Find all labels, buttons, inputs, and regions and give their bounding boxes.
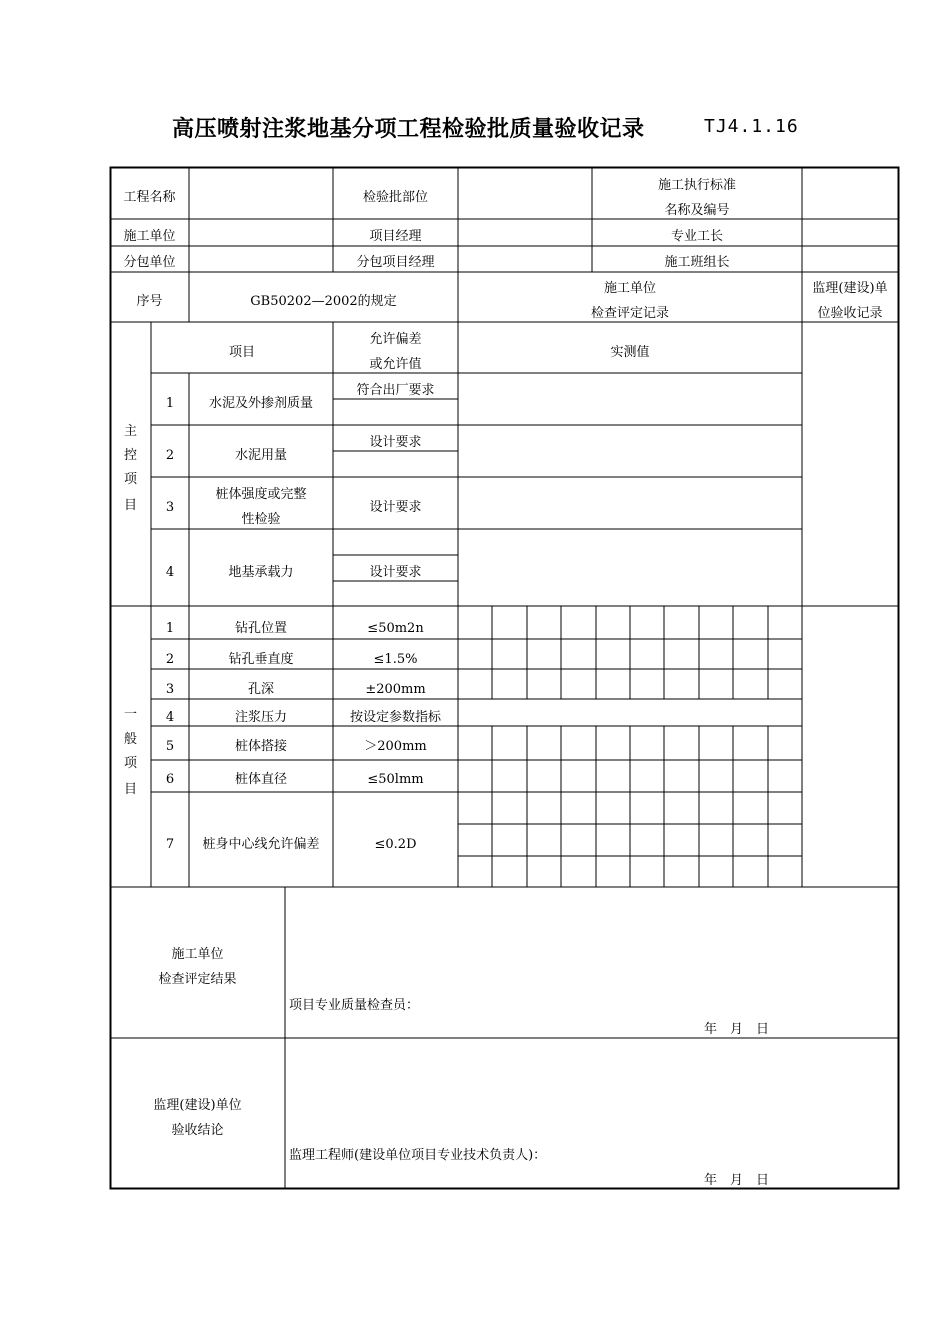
main-control-label-3: 项	[123, 472, 137, 487]
general-row-4-no: 4	[165, 710, 175, 725]
general-label-3: 项	[123, 756, 137, 771]
main-row-4-value: 设计要求	[369, 565, 422, 580]
main-row-2-no: 2	[165, 448, 175, 463]
general-row-2-value: ≤1.5%	[373, 652, 418, 667]
general-row-1-no: 1	[165, 621, 175, 636]
check-label-2: 检查评定记录	[590, 306, 669, 321]
standard-label-2: 名称及编号	[664, 203, 730, 218]
main-row-1-item: 水泥及外掺剂质量	[208, 396, 313, 411]
general-label-4: 目	[123, 782, 137, 797]
standard-label-1: 施工执行标准	[657, 178, 736, 193]
main-row-2-item: 水泥用量	[234, 448, 287, 463]
general-row-7-no: 7	[165, 837, 175, 852]
main-row-1-value: 符合出厂要求	[356, 383, 435, 398]
main-row-3-item-1: 桩体强度或完整	[215, 487, 307, 502]
general-row-4-item: 注浆压力	[234, 710, 287, 725]
general-label-1: 一	[123, 707, 137, 722]
general-row-6-item: 桩体直径	[234, 772, 287, 787]
general-label-2: 般	[123, 732, 137, 747]
tolerance-label-2: 或允许值	[369, 357, 422, 372]
engineer-label: 监理工程师(建设单位项目专业技术负责人)：	[289, 1148, 547, 1163]
project-name-label: 工程名称	[123, 190, 176, 205]
form-title: 高压喷射注浆地基分项工程检验批质量验收记录	[172, 117, 645, 142]
main-row-4-no: 4	[165, 565, 175, 580]
spec-label: GB50202—2002的规定	[250, 294, 397, 309]
main-row-4-item: 地基承载力	[228, 565, 294, 580]
general-row-3-no: 3	[165, 682, 175, 697]
general-row-2-no: 2	[165, 652, 175, 667]
general-row-6-no: 6	[165, 772, 175, 787]
supervision-label-2: 位验收记录	[817, 306, 883, 321]
contractor-result-label-2: 检查评定结果	[158, 972, 237, 987]
inspector-label: 项目专业质量检查员：	[289, 998, 420, 1013]
general-row-6-value: ≤50lmm	[367, 772, 424, 787]
supervision-result-label-2: 验收结论	[171, 1123, 224, 1138]
main-control-label-4: 目	[123, 498, 137, 513]
contractor-label: 施工单位	[123, 229, 176, 244]
main-row-3-no: 3	[165, 500, 175, 515]
sub-manager-label: 分包项目经理	[356, 255, 435, 270]
general-row-5-item: 桩体搭接	[234, 739, 287, 754]
main-control-label-1: 主	[123, 424, 137, 439]
batch-location-label: 检验批部位	[362, 190, 428, 205]
general-row-1-value: ≤50m2n	[367, 621, 424, 636]
general-row-7-value: ≤0.2D	[374, 837, 417, 852]
general-row-5-value: ＞200mm	[364, 739, 427, 754]
tolerance-label-1: 允许偏差	[369, 332, 422, 347]
project-manager-label: 项目经理	[369, 229, 422, 244]
general-row-3-value: ±200mm	[365, 682, 426, 697]
general-row-4-value: 按设定参数指标	[349, 710, 441, 725]
main-row-1-no: 1	[165, 396, 175, 411]
general-row-2-item: 钻孔垂直度	[228, 652, 294, 667]
general-row-3-item: 孔深	[247, 682, 274, 697]
check-label-1: 施工单位	[603, 281, 656, 296]
contractor-result-label-1: 施工单位	[171, 947, 224, 962]
main-row-2-value: 设计要求	[369, 435, 422, 450]
supervision-result-label-1: 监理(建设)单位	[153, 1098, 242, 1113]
measured-label: 实测值	[610, 345, 650, 360]
main-control-label-2: 控	[123, 448, 137, 463]
main-row-3-item-2: 性检验	[241, 512, 281, 527]
inspection-date: 年 月 日	[704, 1022, 770, 1037]
seq-label: 序号	[136, 294, 163, 309]
team-leader-label: 施工班组长	[664, 255, 730, 270]
acceptance-date: 年 月 日	[704, 1173, 770, 1188]
foreman-label: 专业工长	[670, 229, 723, 244]
main-row-3-value: 设计要求	[369, 500, 422, 515]
general-row-1-item: 钻孔位置	[234, 621, 287, 636]
form-code: TJ4.1.16	[704, 116, 799, 137]
general-row-7-item: 桩身中心线允许偏差	[202, 837, 320, 852]
subcontractor-label: 分包单位	[123, 255, 176, 270]
general-row-5-no: 5	[165, 739, 175, 754]
item-label: 项目	[228, 345, 255, 360]
supervision-label-1: 监理(建设)单	[812, 281, 888, 296]
